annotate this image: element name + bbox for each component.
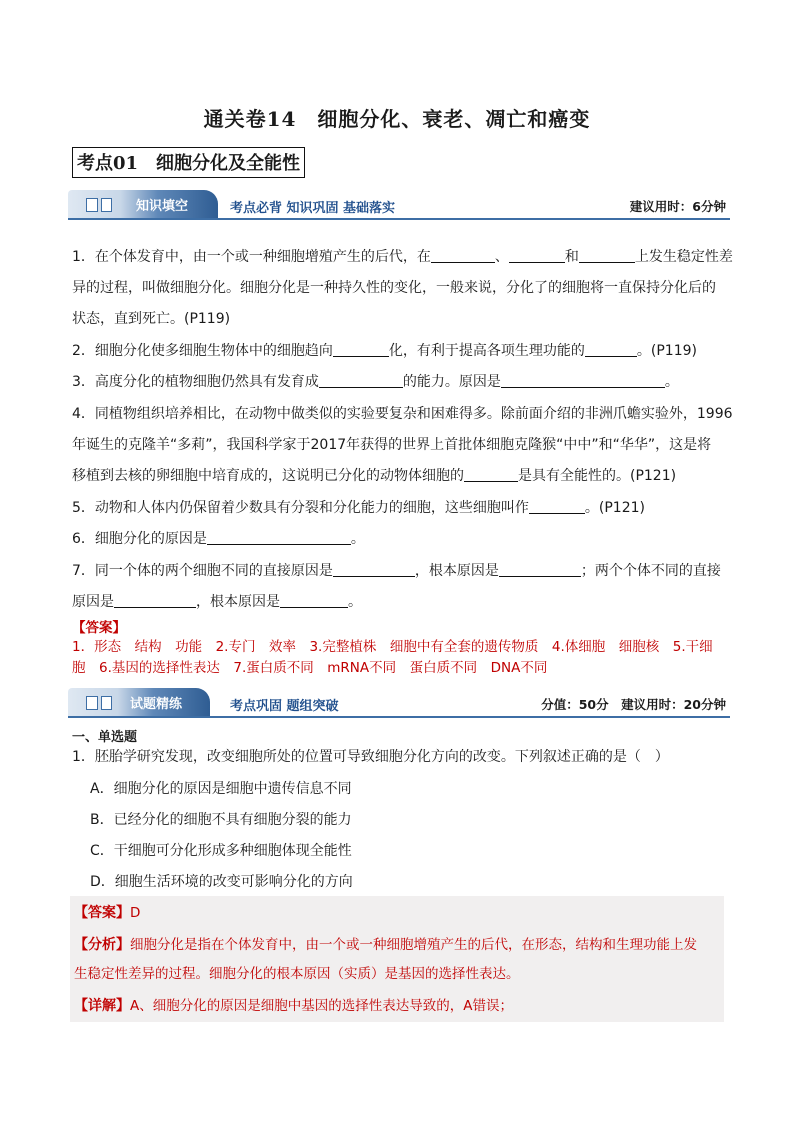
blank[interactable] <box>319 371 403 388</box>
practice-banner <box>68 688 730 720</box>
banner-subtitle: 考点必背 知识巩固 基础落实 <box>230 201 396 216</box>
banner-subtitle: 考点巩固 题组突破 <box>230 699 339 714</box>
blank[interactable] <box>280 591 348 608</box>
option-d[interactable]: D．细胞生活环境的改变可影响分化的方向 <box>90 874 353 890</box>
fill-q7-line2: 原因是 ，根本原因是 。 <box>72 587 732 618</box>
banner-tag-label: 试题精练 <box>130 697 183 712</box>
section-title: 考点01 细胞分化及全能性 <box>72 147 305 178</box>
solution-detail: 【详解】A、细胞分化的原因是细胞中基因的选择性表达导致的，A错误； <box>74 998 513 1014</box>
fill-q6: 6．细胞分化的原因是 。 <box>72 524 732 555</box>
option-b[interactable]: B．已经分化的细胞不具有细胞分裂的能力 <box>90 812 352 828</box>
blank[interactable] <box>499 560 581 577</box>
answer-line2: 胞 6.基因的选择性表达 7.蛋白质不同 mRNA不同 蛋白质不同 DNA不同 <box>72 660 548 676</box>
option-c[interactable]: C．干细胞可分化形成多种细胞体现全能性 <box>90 843 352 859</box>
banner-rule <box>68 218 730 220</box>
knowledge-banner <box>68 190 730 222</box>
banner-tag-label: 知识填空 <box>136 199 189 214</box>
fill-q4-line3: 移植到去核的卵细胞中培育成的，这说明已分化的动物体细胞的 是具有全能性的。(P121) <box>72 461 732 492</box>
blank[interactable] <box>529 497 585 514</box>
solution-analysis-1: 【分析】细胞分化是指在个体发育中，由一个或一种细胞增殖产生的后代，在形态，结构和生理功能上发 <box>74 937 697 953</box>
fill-q2: 2．细胞分化使多细胞生物体中的细胞趋向 化，有利于提高各项生理功能的 。(P119) <box>72 336 732 367</box>
blank[interactable] <box>431 246 495 263</box>
banner-tag <box>68 688 210 716</box>
mc-question: 1．胚胎学研究发现，改变细胞所处的位置可导致细胞分化方向的改变。下列叙述正确的是（ ） <box>72 749 669 765</box>
answer-label: 【答案】 <box>72 620 126 636</box>
blank[interactable] <box>207 528 351 545</box>
banner-rule <box>68 716 730 718</box>
blank[interactable] <box>509 246 565 263</box>
blank[interactable] <box>114 591 196 608</box>
fill-q4-line2: 年诞生的克隆羊“多莉”，我国科学家于2017年获得的世界上首批体细胞克隆猴“中中”和“华华”，这是将 <box>72 437 712 453</box>
fill-q7-line1: 7．同一个体的两个细胞不同的直接原因是 ，根本原因是 ；两个个体不同的直接 <box>72 556 732 587</box>
fill-q1-line1: 1．在个体发育中，由一个或一种细胞增殖产生的后代，在 、 和 上发生稳定性差 <box>72 242 732 273</box>
blank[interactable] <box>464 465 518 482</box>
fill-q1-line2: 异的过程，叫做细胞分化。细胞分化是一种持久性的变化，一般来说，分化了的细胞将一直保持分化后的 <box>72 280 716 296</box>
banner-tag <box>68 190 218 218</box>
section-heading: 一、单选题 <box>72 730 138 745</box>
blank[interactable] <box>333 560 415 577</box>
blank[interactable] <box>579 246 635 263</box>
banner-time: 建议用时：6分钟 <box>629 199 726 214</box>
solution-answer: 【答案】D <box>74 905 141 921</box>
solution-analysis-2: 生稳定性差异的过程。细胞分化的根本原因（实质）是基因的选择性表达。 <box>74 966 520 982</box>
fill-q4-line1: 4．同植物组织培养相比，在动物中做类似的实验要复杂和困难得多。除前面介绍的非洲爪蟾实验外，1996 <box>72 406 733 422</box>
book-icon <box>86 198 112 212</box>
book-icon <box>86 696 112 710</box>
document-title: 通关卷14 细胞分化、衰老、凋亡和癌变 <box>203 107 591 131</box>
blank[interactable] <box>333 340 389 357</box>
banner-score: 分值：50分 建议用时：20分钟 <box>541 697 726 712</box>
blank[interactable] <box>501 371 665 388</box>
option-a[interactable]: A．细胞分化的原因是细胞中遗传信息不同 <box>90 781 352 797</box>
answer-line1: 1．形态 结构 功能 2.专门 效率 3.完整植株 细胞中有全套的遗传物质 4.体细胞 细胞核 5.干细 <box>72 639 713 655</box>
fill-q3: 3．高度分化的植物细胞仍然具有发育成 的能力。原因是 。 <box>72 367 732 398</box>
fill-q5: 5．动物和人体内仍保留着少数具有分裂和分化能力的细胞，这些细胞叫作 。(P121) <box>72 493 732 524</box>
blank[interactable] <box>585 340 637 357</box>
fill-q1-line3: 状态，直到死亡。(P119) <box>72 311 231 327</box>
